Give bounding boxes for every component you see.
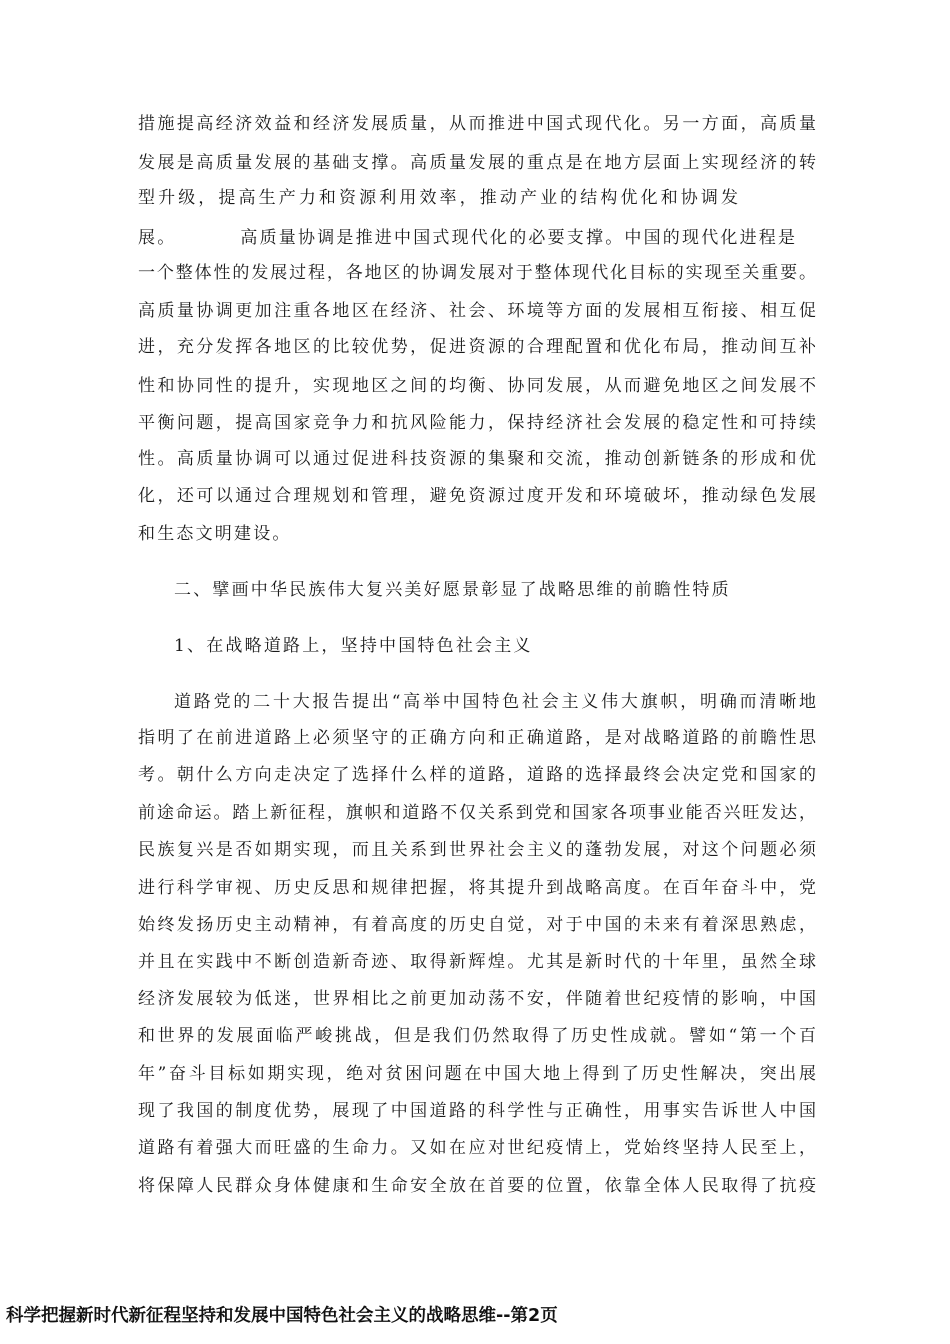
paragraph-line-start: 展。 (138, 228, 177, 248)
paragraph-line: 民族复兴是否如期实现，而且关系到世界社会主义的蓬勃发展，对这个问题必须 (138, 840, 816, 860)
paragraph-line: 道路有着强大而旺盛的生命力。又如在应对世纪疫情上，党始终坚持人民至上， (138, 1138, 816, 1158)
paragraph-line: 指明了在前进道路上必须坚守的正确方向和正确道路，是对战略道路的前瞻性思 (138, 728, 816, 748)
paragraph-line: 发展是高质量发展的基础支撑。高质量发展的重点是在地方层面上实现经济的转 (138, 153, 816, 173)
paragraph-line: 前途命运。踏上新征程，旗帜和道路不仅关系到党和国家各项事业能否兴旺发达， (138, 803, 816, 823)
paragraph-line: 进行科学审视、历史反思和规律把握，将其提升到战略高度。在百年奋斗中，党 (138, 878, 816, 898)
paragraph-line: 一个整体性的发展过程，各地区的协调发展对于整体现代化目标的实现至关重要。 (138, 263, 816, 283)
paragraph-line: 始终发扬历史主动精神，有着高度的历史自觉，对于中国的未来有着深思熟虑， (138, 915, 816, 935)
paragraph-line: 平衡问题，提高国家竞争力和抗风险能力，保持经济社会发展的稳定性和可持续 (138, 413, 816, 433)
paragraph-line: 考。朝什么方向走决定了选择什么样的道路，道路的选择最终会决定党和国家的 (138, 765, 816, 785)
paragraph-line: 型升级，提高生产力和资源利用效率，推动产业的结构优化和协调发 (138, 188, 738, 208)
paragraph-line: 高质量协调更加注重各地区在经济、社会、环境等方面的发展相互衔接、相互促 (138, 301, 816, 321)
paragraph-line: 将保障人民群众身体健康和生命安全放在首要的位置，依靠全体人民取得了抗疫 (138, 1176, 816, 1196)
paragraph-line: 和世界的发展面临严峻挑战，但是我们仍然取得了历史性成就。譬如“第一个百 (138, 1026, 816, 1046)
paragraph-line: 并且在实践中不断创造新奇迹、取得新辉煌。尤其是新时代的十年里，虽然全球 (138, 952, 816, 972)
subsection-heading: 1、在战略道路上，坚持中国特色社会主义 (174, 636, 533, 656)
paragraph-line: 经济发展较为低迷，世界相比之前更加动荡不安，伴随着世纪疫情的影响，中国 (138, 989, 816, 1009)
paragraph-line-continued: 高质量协调是推进中国式现代化的必要支撑。中国的现代化进程是 (240, 228, 798, 248)
paragraph-line: 进，充分发挥各地区的比较优势，促进资源的合理配置和优化布局，推动间互补 (138, 337, 816, 357)
section-heading: 二、擘画中华民族伟大复兴美好愿景彰显了战略思维的前瞻性特质 (174, 580, 731, 600)
paragraph-line: 现了我国的制度优势，展现了中国道路的科学性与正确性，用事实告诉世人中国 (138, 1101, 816, 1121)
page-footer: 科学把握新时代新征程坚持和发展中国特色社会主义的战略思维--第2页 (6, 1306, 558, 1326)
paragraph-line: 措施提高经济效益和经济发展质量，从而推进中国式现代化。另一方面，高质量 (138, 114, 816, 134)
paragraph-line: 性和协同性的提升，实现地区之间的均衡、协同发展，从而避免地区之间发展不 (138, 376, 816, 396)
paragraph-line: 和生态文明建设。 (138, 524, 292, 544)
paragraph-line: 性。高质量协调可以通过促进科技资源的集聚和交流，推动创新链条的形成和优 (138, 449, 816, 469)
paragraph-line: 道路党的二十大报告提出“高举中国特色社会主义伟大旗帜，明确而清晰地 (174, 692, 816, 712)
paragraph-line: 化，还可以通过合理规划和管理，避免资源过度开发和环境破坏，推动绿色发展 (138, 486, 816, 506)
paragraph-line: 年”奋斗目标如期实现，绝对贫困问题在中国大地上得到了历史性解决，突出展 (138, 1064, 816, 1084)
paragraph-line (138, 218, 797, 258)
